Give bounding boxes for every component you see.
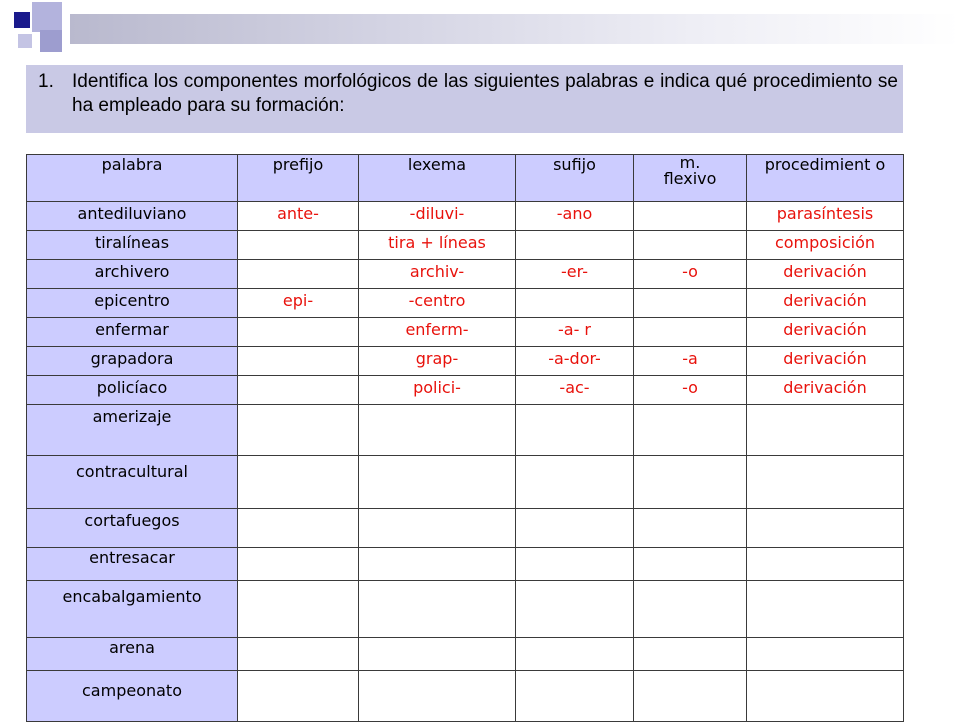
prefix-cell: epi- (238, 289, 359, 318)
instruction-number: 1. (38, 71, 54, 92)
morphology-table (26, 154, 904, 722)
procedure-cell (747, 456, 904, 509)
word-cell: cortafuegos (27, 509, 238, 548)
lexeme-cell: -diluvi- (359, 202, 516, 231)
word-cell: encabalgamiento (27, 581, 238, 638)
suffix-cell: -ano (516, 202, 634, 231)
word-cell: antediluviano (27, 202, 238, 231)
procedure-cell: derivación (747, 347, 904, 376)
lexeme-cell: archiv- (359, 260, 516, 289)
prefix-cell (238, 638, 359, 671)
suffix-cell (516, 638, 634, 671)
word-cell: enfermar (27, 318, 238, 347)
instruction-text: Identifica los componentes morfológicos de las siguientes palabras e indica qué procedimiento se ha empleado para su formación: (72, 71, 898, 116)
procedure-cell (747, 581, 904, 638)
procedure-cell: parasíntesis (747, 202, 904, 231)
inflection-cell (634, 638, 747, 671)
inflection-cell (634, 289, 747, 318)
word-cell: tiralíneas (27, 231, 238, 260)
deco-square-lavender (18, 34, 32, 48)
word-cell: policíaco (27, 376, 238, 405)
table-row (27, 456, 904, 509)
table-row (27, 376, 904, 405)
inflection-cell (634, 671, 747, 722)
inflection-cell (634, 202, 747, 231)
table-row (27, 231, 904, 260)
lexeme-cell: tira + líneas (359, 231, 516, 260)
inflection-cell: -a (634, 347, 747, 376)
prefix-cell (238, 318, 359, 347)
prefix-cell: ante- (238, 202, 359, 231)
inflection-cell (634, 581, 747, 638)
suffix-cell: -a- r (516, 318, 634, 347)
deco-square-lavender (32, 2, 62, 32)
table-row (27, 202, 904, 231)
procedure-cell: derivación (747, 289, 904, 318)
table-header-row (27, 155, 904, 202)
inflection-cell (634, 456, 747, 509)
prefix-cell (238, 347, 359, 376)
procedure-cell (747, 671, 904, 722)
word-cell: archivero (27, 260, 238, 289)
instruction-box (26, 65, 903, 133)
suffix-cell: -ac- (516, 376, 634, 405)
prefix-cell (238, 231, 359, 260)
suffix-cell (516, 456, 634, 509)
prefix-cell (238, 671, 359, 722)
procedure-cell (747, 405, 904, 456)
table-row (27, 509, 904, 548)
prefix-cell (238, 456, 359, 509)
lexeme-cell (359, 509, 516, 548)
lexeme-cell (359, 405, 516, 456)
table-row (27, 581, 904, 638)
procedure-cell (747, 548, 904, 581)
inflection-cell (634, 318, 747, 347)
lexeme-cell: enferm- (359, 318, 516, 347)
suffix-cell (516, 289, 634, 318)
word-cell: arena (27, 638, 238, 671)
suffix-cell (516, 581, 634, 638)
header-cell: prefijo (238, 155, 359, 202)
suffix-cell: -er- (516, 260, 634, 289)
procedure-cell (747, 509, 904, 548)
word-cell: contracultural (27, 456, 238, 509)
table-row (27, 260, 904, 289)
procedure-cell: derivación (747, 260, 904, 289)
lexeme-cell (359, 581, 516, 638)
header-cell: sufijo (516, 155, 634, 202)
word-cell: entresacar (27, 548, 238, 581)
table-row (27, 347, 904, 376)
table-row (27, 548, 904, 581)
inflection-cell: -o (634, 260, 747, 289)
inflection-cell: -o (634, 376, 747, 405)
lexeme-cell (359, 456, 516, 509)
table-row (27, 638, 904, 671)
header-cell: palabra (27, 155, 238, 202)
prefix-cell (238, 548, 359, 581)
suffix-cell (516, 231, 634, 260)
header-cell: procedimient o (747, 155, 904, 202)
procedure-cell: derivación (747, 376, 904, 405)
deco-gradient-bar (70, 14, 960, 44)
table-row (27, 671, 904, 722)
deco-square-navy (14, 12, 30, 28)
inflection-cell (634, 548, 747, 581)
suffix-cell (516, 405, 634, 456)
inflection-cell (634, 405, 747, 456)
prefix-cell (238, 405, 359, 456)
suffix-cell (516, 509, 634, 548)
lexeme-cell: polici- (359, 376, 516, 405)
inflection-cell (634, 509, 747, 548)
lexeme-cell (359, 638, 516, 671)
lexeme-cell (359, 671, 516, 722)
header-cell: m. flexivo (634, 155, 747, 202)
procedure-cell (747, 638, 904, 671)
lexeme-cell: grap- (359, 347, 516, 376)
word-cell: amerizaje (27, 405, 238, 456)
procedure-cell: composición (747, 231, 904, 260)
suffix-cell: -a-dor- (516, 347, 634, 376)
lexeme-cell: -centro (359, 289, 516, 318)
lexeme-cell (359, 548, 516, 581)
suffix-cell (516, 671, 634, 722)
inflection-cell (634, 231, 747, 260)
prefix-cell (238, 260, 359, 289)
word-cell: campeonato (27, 671, 238, 722)
table-row (27, 289, 904, 318)
prefix-cell (238, 509, 359, 548)
table-row (27, 405, 904, 456)
suffix-cell (516, 548, 634, 581)
procedure-cell: derivación (747, 318, 904, 347)
deco-square-lavender (40, 30, 62, 52)
prefix-cell (238, 581, 359, 638)
prefix-cell (238, 376, 359, 405)
header-cell: lexema (359, 155, 516, 202)
word-cell: epicentro (27, 289, 238, 318)
word-cell: grapadora (27, 347, 238, 376)
table-row (27, 318, 904, 347)
